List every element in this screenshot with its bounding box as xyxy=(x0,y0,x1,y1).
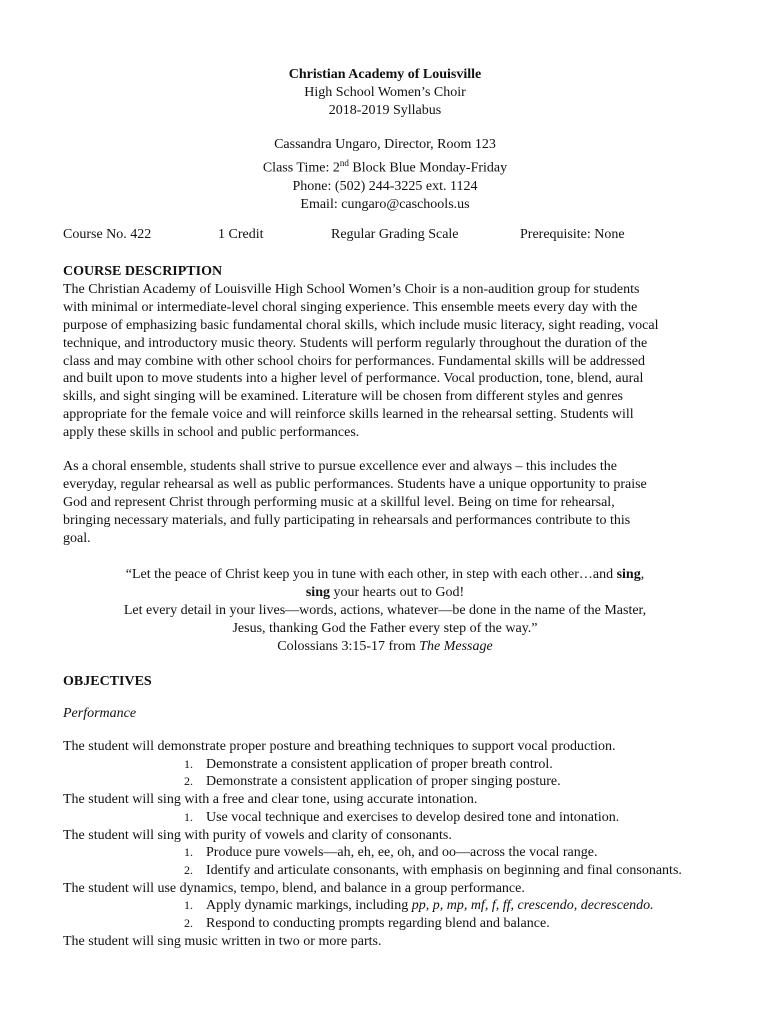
item-text: Respond to conducting prompts regarding blend and balance. xyxy=(206,916,550,932)
description-paragraph-2 xyxy=(63,458,723,548)
quote-line-4: Jesus, thanking God the Father every step of the way.” xyxy=(232,620,538,636)
objective-item xyxy=(63,915,743,933)
class-time-suffix: Block Blue Monday-Friday xyxy=(348,160,508,176)
performance-subheading xyxy=(63,705,136,723)
citation-reference: Colossians 3:15-17 from xyxy=(277,638,420,654)
paragraph-line: everyday, regular rehearsal as well as public performances. Students have a unique opportunity to praise xyxy=(63,476,647,492)
item-number: 2. xyxy=(184,916,193,931)
item-text: Produce pure vowels—ah, eh, ee, oh, and oo—across the vocal range. xyxy=(206,845,598,861)
item-number: 1. xyxy=(184,756,193,771)
item-number: 2. xyxy=(184,774,193,789)
paragraph-line: and built upon to move students into a higher level of performance. Vocal production, tone, blend, aural xyxy=(63,371,644,387)
objective-item xyxy=(63,756,743,774)
scripture-quote xyxy=(0,566,770,656)
objective-item xyxy=(63,844,743,862)
director-line: Cassandra Ungaro, Director, Room 123 xyxy=(274,137,496,152)
paragraph-line: with minimal or intermediate-level choral singing experience. This ensemble meets every day with the xyxy=(63,299,638,315)
paragraph-line: appropriate for the female voice and will reinforce skills learned in the rehearsal setting. Students will xyxy=(63,407,634,423)
school-name: Christian Academy of Louisville xyxy=(288,67,482,82)
syllabus-year: 2018-2019 Syllabus xyxy=(328,103,442,118)
grading-scale: Regular Grading Scale xyxy=(331,227,459,242)
performance-subheading-text: Performance xyxy=(63,706,137,721)
objective-statement: The student will use dynamics, tempo, blend, and balance in a group performance. xyxy=(63,880,525,896)
quote-text: “Let the peace of Christ keep you in tune with each other, in step with each other…and xyxy=(125,567,617,582)
email-line: Email: cungaro@caschools.us xyxy=(300,196,470,212)
item-number: 1. xyxy=(184,898,193,913)
quote-line-1 xyxy=(0,566,770,584)
class-time-prefix: Class Time: 2 xyxy=(262,160,340,176)
item-text: Demonstrate a consistent application of proper breath control. xyxy=(206,756,553,772)
document-header xyxy=(0,66,770,120)
course-info-row xyxy=(63,227,713,245)
objective-statement: The student will sing with a free and clear tone, using accurate intonation. xyxy=(63,792,478,808)
paragraph-line: class and may combine with other school choirs for performances. Fundamental skills will be addressed xyxy=(63,353,646,369)
item-text: Identify and articulate consonants, with emphasis on beginning and final consonants. xyxy=(206,862,682,878)
objective-statement: The student will demonstrate proper posture and breathing techniques to support vocal production. xyxy=(63,739,616,754)
item-text: Apply dynamic markings, including xyxy=(206,898,412,914)
item-number: 2. xyxy=(184,862,193,877)
course-credit: 1 Credit xyxy=(218,227,264,242)
item-text: Use vocal technique and exercises to develop desired tone and intonation. xyxy=(206,809,620,825)
phone-line: Phone: (502) 244-3225 ext. 1124 xyxy=(292,178,478,194)
objective-item xyxy=(63,773,743,791)
paragraph-line: goal. xyxy=(63,530,91,546)
quote-text: , xyxy=(640,567,645,582)
paragraph-line: The Christian Academy of Louisville High School Women’s Choir is a non-audition group for students xyxy=(63,281,640,297)
objective-statement: The student will sing with purity of vowels and clarity of consonants. xyxy=(63,827,452,843)
objective-item xyxy=(63,897,743,915)
prerequisite: Prerequisite: None xyxy=(520,227,625,242)
quote-citation xyxy=(0,638,770,656)
objective-statement: The student will sing music written in two or more parts. xyxy=(63,933,382,949)
objective-item xyxy=(63,809,743,827)
quote-line-2 xyxy=(0,584,770,602)
paragraph-line: As a choral ensemble, students shall strive to pursue excellence ever and always – this includes the xyxy=(63,459,617,474)
paragraph-line: purpose of emphasizing basic fundamental choral skills, which include music literacy, sight reading, vocal xyxy=(63,317,659,333)
paragraph-line: apply these skills in school and public performances. xyxy=(63,425,360,441)
quote-emphasis: sing xyxy=(305,584,330,600)
paragraph-line: technique, and introductory music theory. Students will perform regularly throughout the duration of the xyxy=(63,335,648,351)
citation-source: The Message xyxy=(419,638,493,654)
objective-item xyxy=(63,862,743,880)
course-description-heading: COURSE DESCRIPTION xyxy=(63,264,223,279)
paragraph-line: skills, and sight singing will be examined. Literature will be chosen from different styles and genres xyxy=(63,389,623,405)
course-number: Course No. 422 xyxy=(63,227,152,242)
objectives-heading: OBJECTIVES xyxy=(63,674,152,689)
course-description xyxy=(63,263,723,442)
paragraph-line: bringing necessary materials, and fully participating in rehearsals and performances contribute to this xyxy=(63,512,631,528)
choir-name: High School Women’s Choir xyxy=(304,85,466,100)
class-time-superscript: nd xyxy=(339,158,349,168)
quote-emphasis: sing xyxy=(616,567,641,582)
paragraph-line: God and represent Christ through performing music at a skillful level. Being on time for rehearsal, xyxy=(63,494,615,510)
item-number: 1. xyxy=(184,845,193,860)
quote-text: your hearts out to God! xyxy=(329,584,465,600)
class-time-line xyxy=(0,154,770,178)
description-paragraph-1 xyxy=(63,281,723,442)
item-text: Demonstrate a consistent application of proper singing posture. xyxy=(206,774,561,790)
objectives-list xyxy=(63,738,743,950)
dynamic-terms: pp, p, mp, mf, f, ff, crescendo, decrescendo. xyxy=(411,898,654,914)
contact-info xyxy=(0,136,770,214)
quote-line-3: Let every detail in your lives—words, actions, whatever—be done in the name of the Master, xyxy=(123,602,647,618)
item-number: 1. xyxy=(184,809,193,824)
